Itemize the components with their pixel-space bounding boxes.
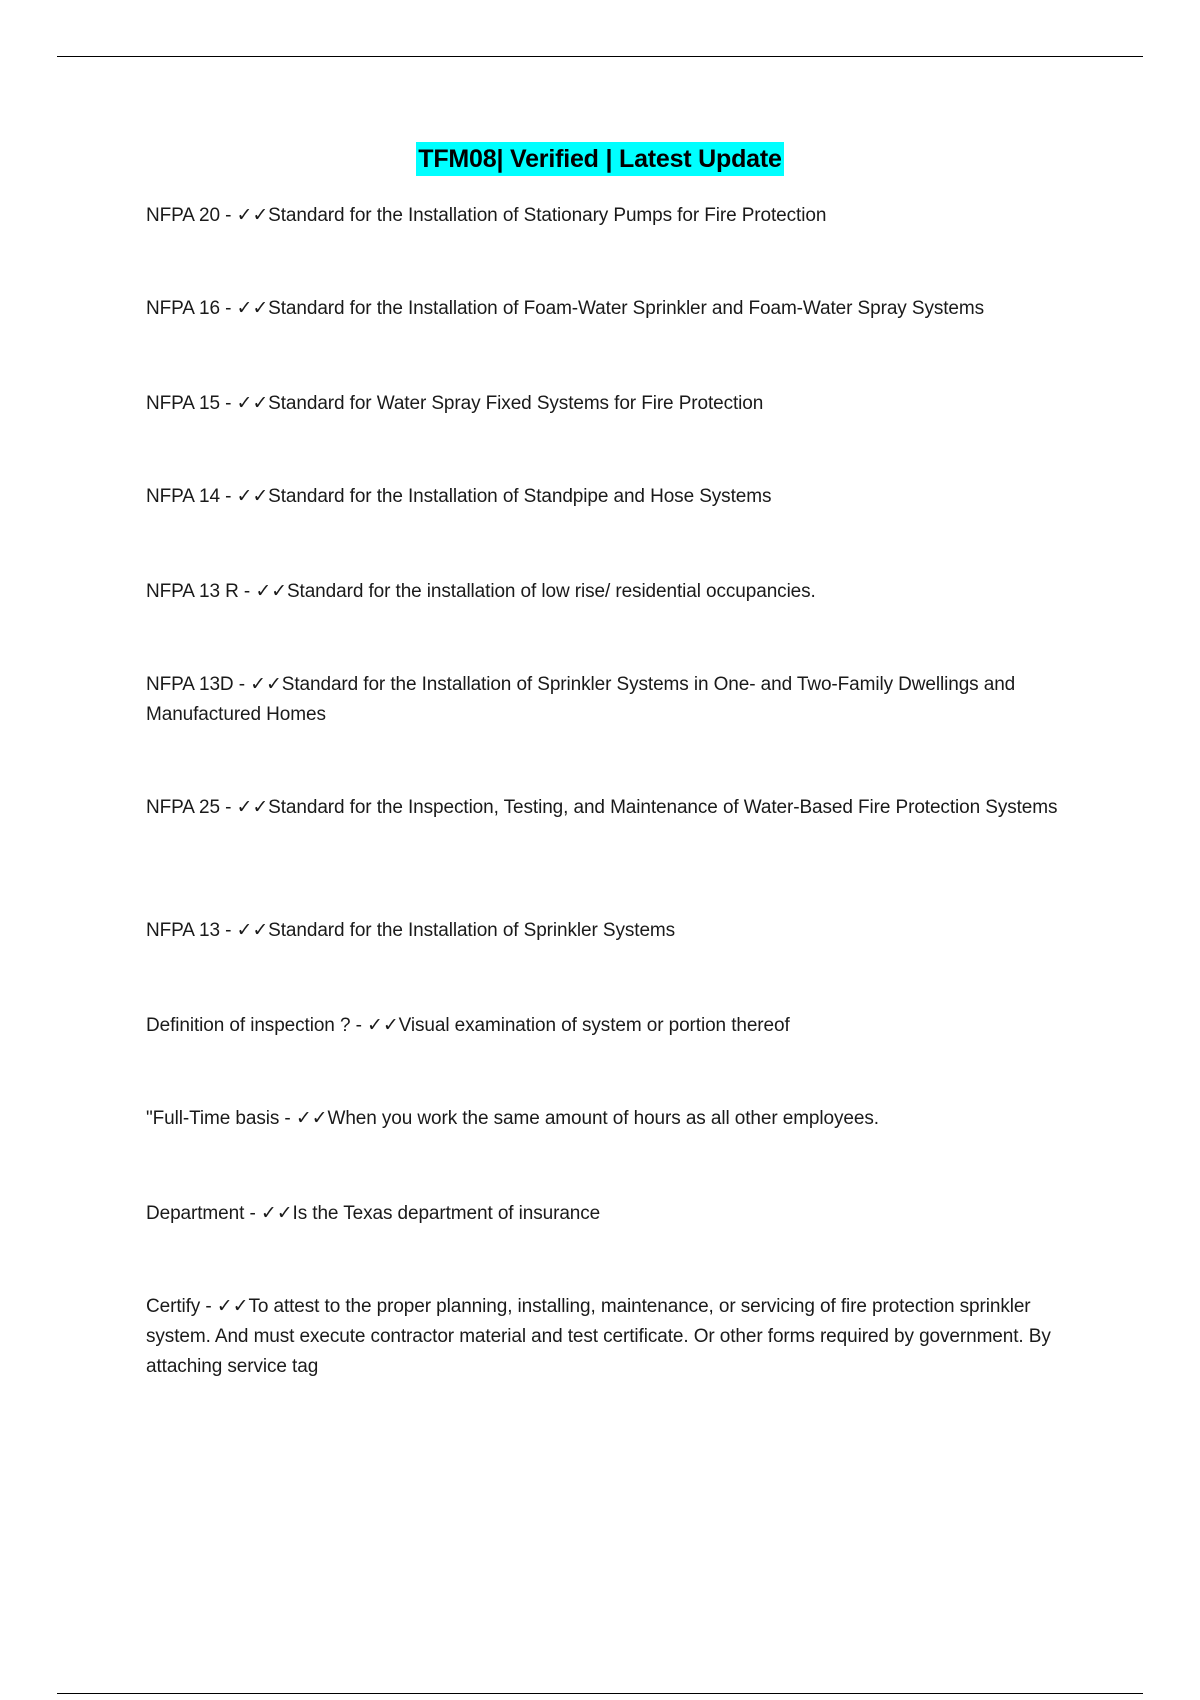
entry-inspection bbox=[146, 1010, 1086, 1041]
entry-separator: - bbox=[219, 486, 237, 507]
entry-term: Definition of inspection ? bbox=[146, 1015, 351, 1036]
entry-definition: To attest to the proper planning, installing, maintenance, or servicing of fire protection sprinkler system. And must execute contractor material and test certificate. Or other forms required by government. By attaching service tag bbox=[146, 1296, 1051, 1377]
document-title: TFM08| Verified | Latest Update bbox=[416, 142, 783, 176]
bottom-rule bbox=[57, 1693, 1143, 1694]
entry-separator: - bbox=[219, 298, 237, 319]
double-check-icon: ✓✓ bbox=[367, 1014, 399, 1036]
double-check-icon: ✓✓ bbox=[295, 1107, 328, 1129]
entry-full-time-basis bbox=[146, 1103, 1086, 1134]
double-check-icon: ✓✓ bbox=[216, 1295, 249, 1317]
entry-term: NFPA 13 bbox=[146, 920, 220, 941]
entry-definition: Standard for the Installation of Stationary Pumps for Fire Protection bbox=[268, 205, 827, 226]
entry-nfpa-20 bbox=[146, 200, 1086, 231]
entry-term: NFPA 16 bbox=[146, 298, 220, 319]
entry-definition: Standard for the Installation of Standpipe and Hose Systems bbox=[268, 486, 772, 507]
entry-definition: Standard for the Installation of Sprinkler Systems bbox=[268, 920, 676, 941]
entry-term: Certify bbox=[146, 1296, 201, 1317]
entry-separator: - bbox=[219, 797, 237, 818]
double-check-icon: ✓✓ bbox=[250, 673, 282, 695]
entry-term: NFPA 20 bbox=[146, 205, 220, 226]
entry-term: NFPA 15 bbox=[146, 393, 220, 414]
entry-nfpa-14 bbox=[146, 481, 1086, 512]
entry-term: NFPA 13 R bbox=[146, 581, 239, 602]
entry-definition: Standard for the Installation of Foam-Water Sprinkler and Foam-Water Spray Systems bbox=[268, 298, 985, 319]
double-check-icon: ✓✓ bbox=[236, 919, 269, 941]
entry-nfpa-16 bbox=[146, 293, 1086, 324]
entry-department bbox=[146, 1198, 1086, 1229]
entry-certify bbox=[146, 1291, 1086, 1382]
entry-definition: When you work the same amount of hours as all other employees. bbox=[327, 1108, 879, 1129]
title-container bbox=[0, 142, 1200, 176]
entry-nfpa-13 bbox=[146, 915, 1086, 946]
double-check-icon: ✓✓ bbox=[260, 1202, 293, 1224]
entry-separator: - bbox=[350, 1015, 368, 1036]
entry-definition: Standard for the installation of low rise/ residential occupancies. bbox=[286, 581, 816, 602]
entry-definition: Standard for Water Spray Fixed Systems for Fire Protection bbox=[268, 393, 764, 414]
entry-separator: - bbox=[219, 920, 237, 941]
entry-nfpa-13d bbox=[146, 669, 1086, 730]
double-check-icon: ✓✓ bbox=[236, 392, 269, 414]
entry-separator: - bbox=[233, 674, 251, 695]
entry-separator: - bbox=[244, 1203, 261, 1224]
entry-term: NFPA 14 bbox=[146, 486, 220, 507]
entry-term: Department bbox=[146, 1203, 245, 1224]
double-check-icon: ✓✓ bbox=[236, 204, 269, 226]
double-check-icon: ✓✓ bbox=[236, 796, 269, 818]
entry-definition: Standard for the Installation of Sprinkler Systems in One- and Two-Family Dwellings and Manufactured Homes bbox=[146, 674, 1016, 725]
entry-separator: - bbox=[219, 205, 237, 226]
entry-definition: Visual examination of system or portion thereof bbox=[398, 1015, 790, 1036]
double-check-icon: ✓✓ bbox=[255, 580, 287, 602]
entry-nfpa-25 bbox=[146, 792, 1086, 823]
double-check-icon: ✓✓ bbox=[236, 485, 269, 507]
entry-definition: Is the Texas department of insurance bbox=[292, 1203, 601, 1224]
entry-definition: Standard for the Inspection, Testing, and Maintenance of Water-Based Fire Protection Systems bbox=[268, 797, 1058, 818]
entry-term: "Full-Time basis bbox=[146, 1108, 280, 1129]
entry-nfpa-13r bbox=[146, 576, 1086, 607]
entry-term: NFPA 13D bbox=[146, 674, 234, 695]
entry-separator: - bbox=[238, 581, 256, 602]
entry-nfpa-15 bbox=[146, 388, 1086, 419]
entry-separator: - bbox=[200, 1296, 217, 1317]
entry-separator: - bbox=[219, 393, 237, 414]
entry-separator: - bbox=[279, 1108, 296, 1129]
top-rule bbox=[57, 56, 1143, 57]
double-check-icon: ✓✓ bbox=[236, 297, 269, 319]
entry-term: NFPA 25 bbox=[146, 797, 220, 818]
